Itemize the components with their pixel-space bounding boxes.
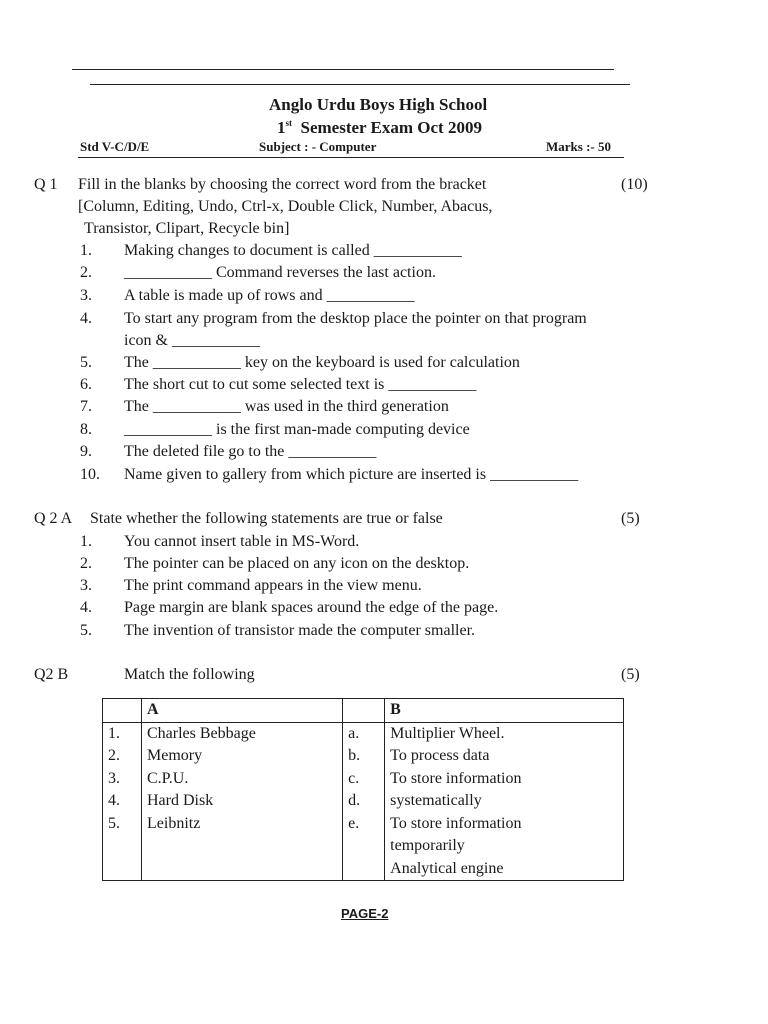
header-rule: [78, 157, 624, 158]
col-b-item: systematically: [390, 792, 482, 809]
col-b-header: B: [385, 699, 624, 723]
q2a-item-text: Page margin are blank spaces around the edge of the page.: [124, 599, 499, 616]
q1-item-text: The deleted file go to the ___________: [124, 443, 377, 460]
q1-item-num: 4.: [80, 310, 92, 327]
col-a-number: 3.: [108, 769, 120, 787]
q2b-label: Q2 B: [34, 666, 69, 683]
top-rule-2: [90, 84, 630, 85]
q2a-item-text: You cannot insert table in MS-Word.: [124, 533, 360, 550]
col-b-letter: d.: [348, 792, 361, 809]
q1-item-num: 7.: [80, 398, 92, 415]
exam-title: [277, 118, 482, 138]
page-number: PAGE-2: [341, 906, 389, 921]
col-a-item: Memory: [147, 747, 203, 764]
q1-item-text: The ___________ key on the keyboard is used for calculation: [124, 354, 520, 371]
col-b-letter: b.: [348, 747, 361, 764]
q2a-item-text: The pointer can be placed on any icon on the desktop.: [124, 555, 470, 572]
col-a-item: C.P.U.: [147, 769, 189, 787]
match-body-row: [103, 722, 624, 881]
q2a-label: Q 2 A: [34, 510, 73, 527]
col-b-letters: [343, 722, 385, 881]
q2a-instruction: State whether the following statements are true or false: [90, 510, 443, 527]
q2b-marks: (5): [621, 666, 640, 683]
q2a-marks: (5): [621, 510, 640, 527]
col-b-letter: a.: [348, 724, 360, 742]
q1-item-num: 3.: [80, 287, 92, 304]
col-b-item: To process data: [390, 747, 490, 764]
q1-item-num: 5.: [80, 354, 92, 371]
q1-item-text: To start any program from the desktop place the pointer on that program: [124, 310, 587, 327]
col-a-item: Charles Bebbage: [147, 724, 256, 742]
q2a-item-text: The print command appears in the view menu.: [124, 577, 422, 594]
q1-item-num: 2.: [80, 264, 92, 281]
exam-ordinal: 1: [277, 118, 286, 137]
q1-item-num: 9.: [80, 443, 92, 460]
match-table: [102, 698, 624, 881]
q1-item-text: A table is made up of rows and ___________: [124, 287, 415, 304]
q1-item-num: 6.: [80, 376, 92, 393]
col-b-letter: e.: [348, 814, 360, 832]
col-b-item: temporarily: [390, 837, 465, 854]
q2a-item-num: 5.: [80, 622, 92, 639]
q2a-item-num: 4.: [80, 599, 92, 616]
col-a-header: A: [142, 699, 343, 723]
exam-title-rest: Semester Exam Oct 2009: [300, 118, 482, 137]
q1-item-num: 10.: [80, 466, 100, 483]
col-b-item: Multiplier Wheel.: [390, 724, 505, 742]
col-a-number: 1.: [108, 724, 120, 742]
exam-ordinal-suffix: st: [285, 118, 292, 128]
q2a-item-num: 2.: [80, 555, 92, 572]
col-b-item: To store information: [390, 769, 522, 787]
col-a-item: Hard Disk: [147, 792, 214, 809]
col-a-number: 2.: [108, 747, 120, 764]
std-label: Std V-C/D/E: [80, 139, 150, 154]
marks-label: Marks :- 50: [546, 139, 611, 154]
match-header-row: [103, 699, 624, 723]
col-b-items: [385, 722, 624, 881]
q1-item-num: 1.: [80, 242, 92, 259]
col-a-item: Leibnitz: [147, 814, 201, 832]
q1-item-text: The ___________ was used in the third generation: [124, 398, 449, 415]
q1-item-text: ___________ Command reverses the last action.: [124, 264, 436, 281]
subject-label: Subject : - Computer: [259, 139, 377, 154]
col-a-items: [142, 722, 343, 881]
q1-marks: (10): [621, 176, 648, 193]
col-b-item: Analytical engine: [390, 859, 504, 877]
school-name: Anglo Urdu Boys High School: [269, 95, 488, 114]
col-a-numbers: [103, 722, 142, 881]
q1-item-text: The short cut to cut some selected text is ___________: [124, 376, 477, 393]
col-a-number: 5.: [108, 814, 120, 832]
q2a-item-num: 3.: [80, 577, 92, 594]
match-header-blank: [103, 699, 142, 723]
q1-instruction: Fill in the blanks by choosing the correct word from the bracket: [78, 176, 487, 193]
q2b-instruction: Match the following: [124, 666, 255, 683]
q1-item-num: 8.: [80, 421, 92, 438]
q2a-item-num: 1.: [80, 533, 92, 550]
q1-item-text: Making changes to document is called ___________: [124, 242, 462, 259]
q2a-item-text: The invention of transistor made the computer smaller.: [124, 622, 476, 639]
top-rule-1: [72, 69, 614, 70]
q1-bracket-line-1: [Column, Editing, Undo, Ctrl-x, Double Click, Number, Abacus,: [78, 198, 493, 215]
q1-label: Q 1: [34, 176, 58, 193]
col-a-number: 4.: [108, 792, 120, 809]
q1-item-continuation: icon & ___________: [124, 332, 260, 349]
q1-item-text: ___________ is the first man-made computing device: [124, 421, 470, 438]
match-header-blank: [343, 699, 385, 723]
col-b-item: To store information: [390, 814, 522, 832]
q1-item-text: Name given to gallery from which picture are inserted is ___________: [124, 466, 579, 483]
q1-bracket-line-2: Transistor, Clipart, Recycle bin]: [84, 220, 290, 237]
col-b-letter: c.: [348, 769, 360, 787]
